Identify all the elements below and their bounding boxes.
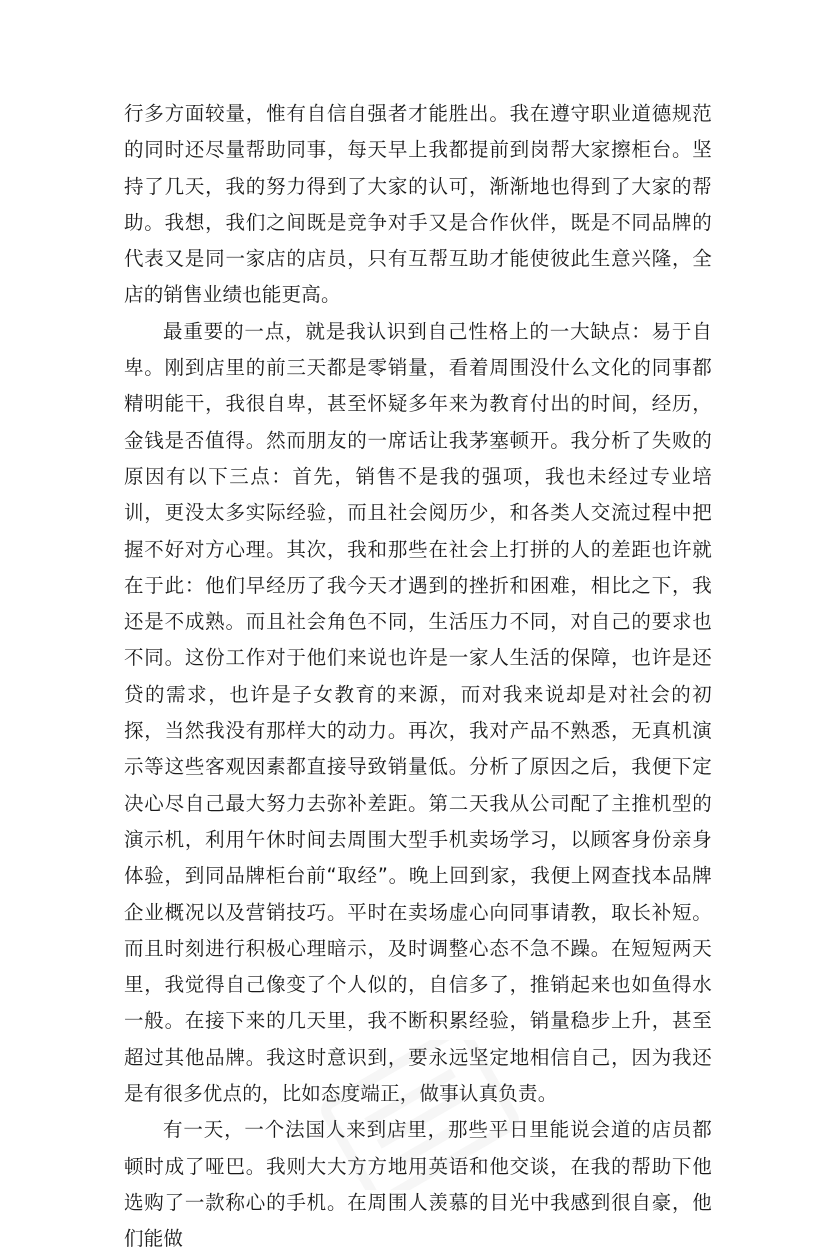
document-body: [124, 96, 712, 1258]
paragraph-2: 最重要的一点，就是我认识到自己性格上的一大缺点：易于自卑。刚到店里的前三天都是零销量，看着周围没什么文化的同事都精明能干，我很自卑，甚至怀疑多年来为教育付出的时间，经历，金钱是否值得。然而朋友的一席话让我茅塞顿开。我分析了失败的原因有以下三点：首先，销售不是我的强项，我也未经过专业培训，更没太多实际经验，而且社会阅历少，和各类人交流过程中把握不好对方心理。其次，我和那些在社会上打拼的人的差距也许就在于此：他们早经历了我今天才遇到的挫折和困难，相比之下，我还是不成熟。而且社会角色不同，生活压力不同，对自己的要求也不同。这份工作对于他们来说也许是一家人生活的保障，也许是还贷的需求，也许是子女教育的来源，而对我来说却是对社会的初探，当然我没有那样大的动力。再次，我对产品不熟悉，无真机演示等这些客观因素都直接导致销量低。分析了原因之后，我便下定决心尽自己最大努力去弥补差距。第二天我从公司配了主推机型的演示机，利用午休时间去周围大型手机卖场学习，以顾客身份亲身体验，到同品牌柜台前“取经”。晚上回到家，我便上网查找本品牌企业概况以及营销技巧。平时在卖场虚心向同事请教，取长补短。而且时刻进行积极心理暗示，及时调整心态不急不躁。在短短两天里，我觉得自己像变了个人似的，自信多了，推销起来也如鱼得水一般。在接下来的几天里，我不断积累经验，销量稳步上升，甚至超过其他品牌。我这时意识到，要永远坚定地相信自己，因为我还是有很多优点的，比如态度端正，做事认真负责。: [124, 319, 712, 1106]
paragraph-3: 有一天，一个法国人来到店里，那些平日里能说会道的店员都顿时成了哑巴。我则大大方方地用英语和他交谈，在我的帮助下他选购了一款称心的手机。在周围人羡慕的目光中我感到很自豪，他们能做: [124, 1118, 712, 1251]
paragraph-1: 行多方面较量，惟有自信自强者才能胜出。我在遵守职业道德规范的同时还尽量帮助同事，每天早上我都提前到岗帮大家擦柜台。坚持了几天，我的努力得到了大家的认可，渐渐地也得到了大家的帮助。我想，我们之间既是竞争对手又是合作伙伴，既是不同品牌的代表又是同一家店的店员，只有互帮互助才能使彼此生意兴隆，全店的销售业绩也能更高。: [124, 102, 712, 307]
